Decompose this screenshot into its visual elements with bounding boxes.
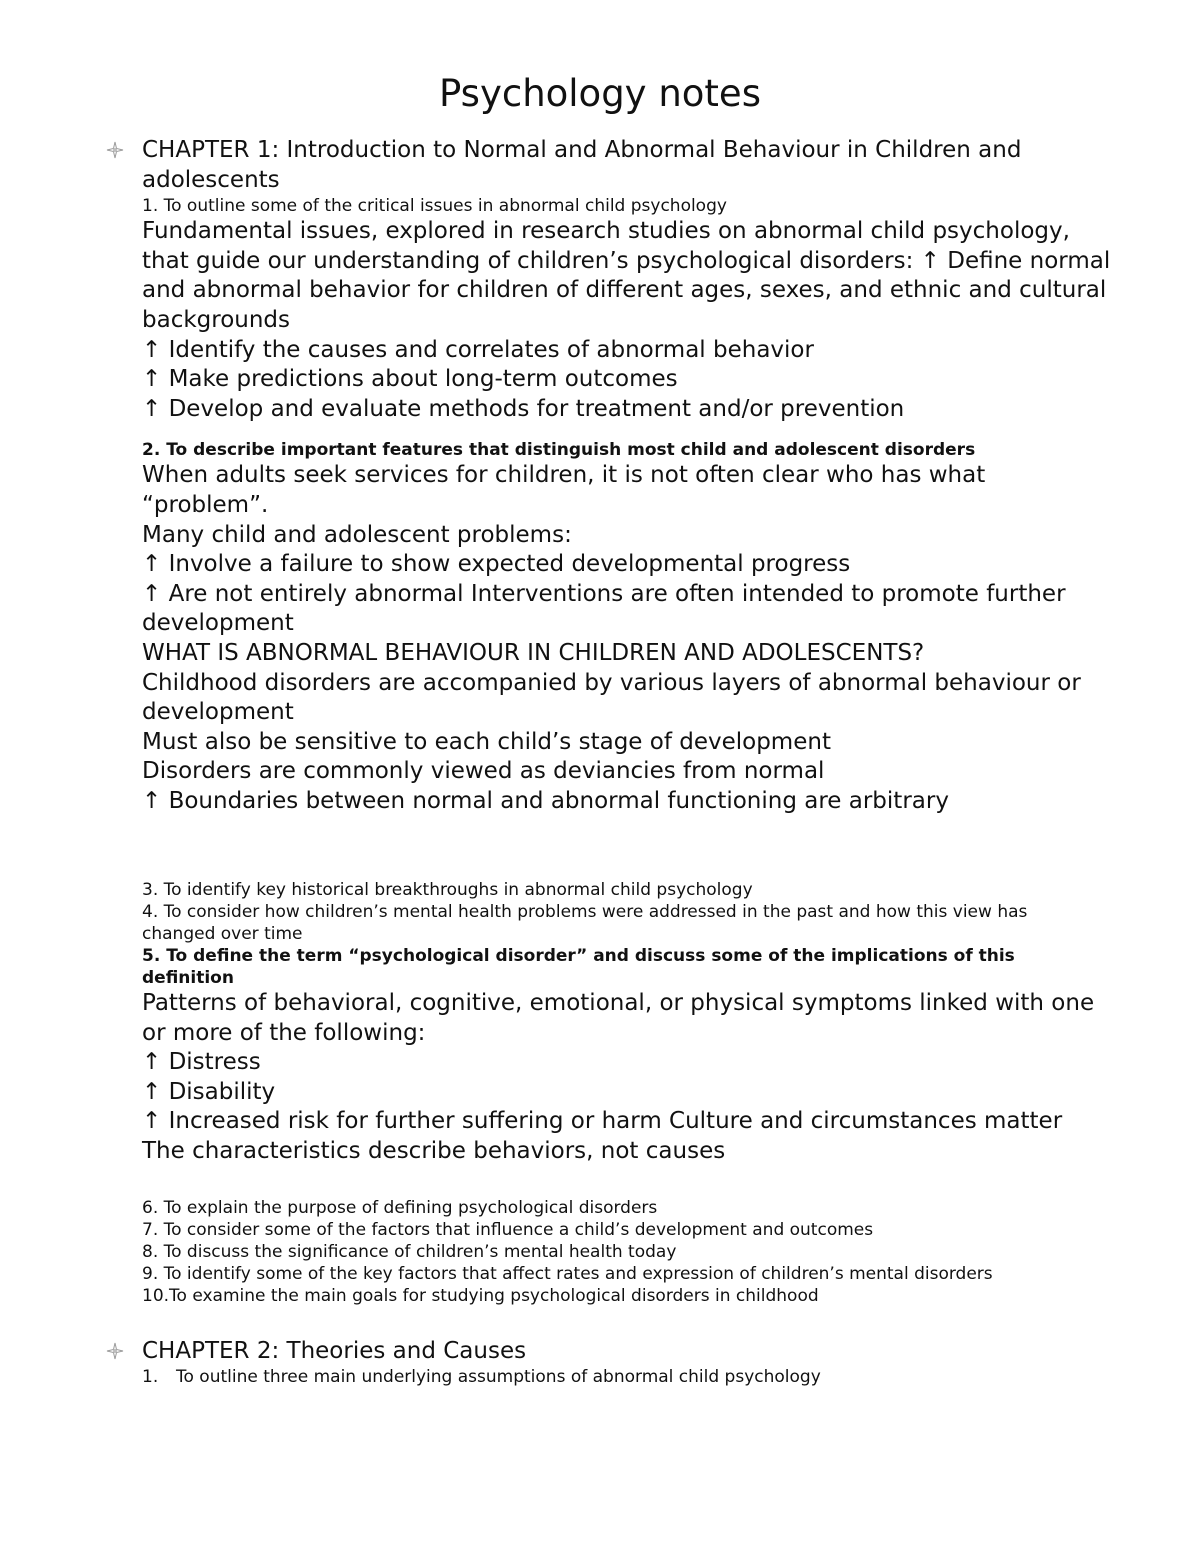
objective-5-line-2: definition	[142, 968, 234, 988]
objective-7: 7. To consider some of the factors that influence a child’s development and outcomes	[142, 1220, 874, 1240]
bullet-line: ↑ Are not entirely abnormal Interventions are often intended to promote further	[142, 580, 1066, 607]
chapter-2-heading: CHAPTER 2: Theories and Causes	[142, 1338, 527, 1364]
paragraph-line: “problem”.	[142, 491, 269, 518]
paragraph-line: development	[142, 699, 294, 726]
paragraph-line: Many child and adolescent problems:	[142, 521, 572, 548]
chapter-1-section	[142, 136, 1142, 816]
bullet-line: development	[142, 610, 294, 637]
section-caps-heading: WHAT IS ABNORMAL BEHAVIOUR IN CHILDREN AND ADOLESCENTS?	[142, 639, 925, 666]
bullet-line: ↑ Make predictions about long-term outcomes	[142, 366, 678, 393]
page-title: Psychology notes	[439, 72, 761, 115]
objective-4-line-1: 4. To consider how children’s mental health problems were addressed in the past and how this view has	[142, 902, 1028, 922]
bullet-line: ↑ Increased risk for further suffering or harm Culture and circumstances matter	[142, 1108, 1063, 1135]
chapter-1-objectives-6-to-10	[142, 1197, 1142, 1307]
bullet-line: ↑ Distress	[142, 1049, 261, 1076]
bullet-line: ↑ Develop and evaluate methods for treatment and/or prevention	[142, 395, 905, 422]
bullet-line: ↑ Boundaries between normal and abnormal functioning are arbitrary	[142, 787, 949, 814]
objective-5-line-1: 5. To define the term “psychological disorder” and discuss some of the implications of this	[142, 946, 1015, 966]
bullet-line: ↑ Disability	[142, 1078, 276, 1105]
objective-9: 9. To identify some of the key factors that affect rates and expression of children’s mental disorders	[142, 1264, 993, 1284]
chapter-1-objectives-3-to-5	[142, 879, 1142, 1167]
paragraph-line: that guide our understanding of children’s psychological disorders: ↑ Define normal	[142, 247, 1111, 274]
objective-1: 1. To outline some of the critical issues in abnormal child psychology	[142, 196, 727, 217]
objective-6: 6. To explain the purpose of defining psychological disorders	[142, 1198, 658, 1218]
chapter-2-list-item	[142, 1366, 1142, 1388]
bullet-line: ↑ Involve a failure to show expected developmental progress	[142, 551, 851, 578]
paragraph-line: and abnormal behavior for children of different ages, sexes, and ethnic and cultural	[142, 277, 1107, 304]
paragraph-line: Fundamental issues, explored in research studies on abnormal child psychology,	[142, 218, 1070, 245]
chapter-1-heading-line-2: adolescents	[142, 166, 280, 193]
paragraph-line: The characteristics describe behaviors, not causes	[142, 1137, 726, 1164]
objective-3: 3. To identify key historical breakthroughs in abnormal child psychology	[142, 880, 753, 900]
chapter-1-heading-line-1: CHAPTER 1: Introduction to Normal and Abnormal Behaviour in Children and	[142, 137, 1022, 163]
bullet-line: ↑ Identify the causes and correlates of abnormal behavior	[142, 336, 814, 363]
paragraph-line: backgrounds	[142, 306, 291, 333]
paragraph-line: Patterns of behavioral, cognitive, emotional, or physical symptoms linked with one	[142, 990, 1095, 1016]
paragraph-line: Disorders are commonly viewed as deviancies from normal	[142, 758, 825, 785]
paragraph-line: or more of the following:	[142, 1019, 426, 1046]
chapter-2-section	[142, 1337, 1142, 1367]
list-item-number: 1.	[142, 1367, 159, 1387]
objective-4-line-2: changed over time	[142, 924, 303, 944]
objective-8: 8. To discuss the significance of children’s mental health today	[142, 1242, 677, 1262]
list-item-text: To outline three main underlying assumptions of abnormal child psychology	[176, 1367, 821, 1387]
sparkle-bullet-icon	[106, 141, 124, 159]
paragraph-line: Must also be sensitive to each child’s stage of development	[142, 728, 831, 755]
objective-10: 10.To examine the main goals for studying psychological disorders in childhood	[142, 1286, 819, 1306]
sparkle-bullet-icon	[106, 1342, 124, 1360]
objective-2: 2. To describe important features that distinguish most child and adolescent disorders	[142, 440, 976, 461]
paragraph-line: Childhood disorders are accompanied by various layers of abnormal behaviour or	[142, 669, 1081, 696]
paragraph-line: When adults seek services for children, it is not often clear who has what	[142, 462, 986, 489]
